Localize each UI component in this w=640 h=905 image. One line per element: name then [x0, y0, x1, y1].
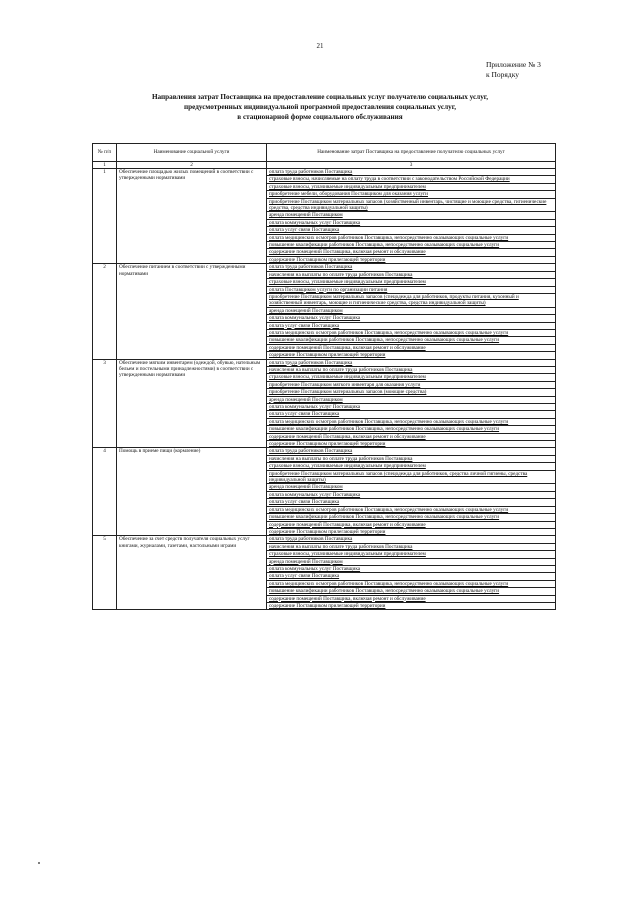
table-row	[93, 536, 556, 610]
cost-item: приобретение Поставщиком материальных запасов (спецодежда для работников, средства личной гигиены, средства индивидуальной защиты)	[267, 471, 555, 485]
cost-item: оплата коммунальных услуг Поставщика	[267, 492, 555, 499]
cost-item: страховые взносы, уплачиваемые индивидуальным предпринимателем	[267, 279, 555, 286]
cost-item: оплата труда работников Поставщика	[267, 264, 555, 271]
row-number: 3	[93, 359, 117, 448]
cost-item: содержание Поставщиком прилегающей территории	[269, 256, 386, 263]
title-line-3: в стационарной форме социального обслуживания	[237, 113, 403, 121]
title-line-2: предусмотренных индивидуальной программой предоставления социальных услуг,	[184, 103, 456, 111]
table-row	[93, 448, 556, 536]
cost-item: содержание помещений Поставщика, включая ремонт и обслуживание	[267, 345, 555, 352]
row-number: 4	[93, 448, 117, 536]
cost-item: страховые взносы, уплачиваемые индивидуальным предпринимателем	[267, 374, 555, 381]
cost-item: страховые взносы, уплачиваемые индивидуальным предпринимателем	[267, 184, 555, 191]
cost-item: оплата труда работников Поставщика	[267, 536, 555, 543]
table-header-row	[93, 144, 556, 162]
cost-item: оплата труда работников Поставщика	[267, 169, 555, 176]
cost-item: оплата коммунальных услуг Поставщика	[267, 566, 555, 573]
cost-item: содержание помещений Поставщика, включая ремонт и обслуживание	[267, 596, 555, 603]
cost-item: приобретение Поставщиком материальных запасов (спецодежда для работников, продукты питания, кухонный и хозяйственный инвентарь, моющие и гигиенические средства, средства индивидуальной защиты)	[267, 294, 555, 308]
table-row	[93, 169, 556, 264]
cost-item: содержание Поставщиком прилегающей территории	[269, 352, 386, 359]
service-name: Обеспечение за счет средств получателя социальных услуг книгами, журналами, газетами, настольными играми	[117, 536, 267, 610]
cost-item: содержание Поставщиком прилегающей территории	[269, 602, 386, 609]
cost-item: оплата медицинских осмотров работников Поставщика, непосредственно оказывающих социальные услуги	[267, 581, 555, 588]
cost-item: аренда помещений Поставщиком	[267, 484, 555, 491]
cost-item: оплата услуг связи Поставщика	[267, 323, 555, 330]
cost-item: повышение квалификации работников Поставщика, непосредственно оказывающих социальные услуги	[267, 337, 555, 344]
cost-item: приобретение Поставщиком материальных запасов (хозяйственный инвентарь, чистящие и моющие средства, гигиенические средства, средства индивидуальной защиты)	[267, 199, 555, 213]
appendix-line-1: Приложение № 3	[486, 60, 541, 69]
cost-item: оплата коммунальных услуг Поставщика	[267, 220, 555, 227]
cost-item: страховые взносы, начисляемые на оплату труда в соответствии с законодательством Российской Федерации	[267, 176, 555, 183]
cost-item: начисления на выплаты по оплате труда работников Поставщика	[267, 456, 555, 463]
cost-item: аренда помещений Поставщиком	[267, 212, 555, 219]
title-line-1: Направления затрат Поставщика на предоставление социальных услуг получателю социальных услуг,	[151, 93, 489, 101]
service-name: Обеспечение мягким инвентарем (одеждой, обувью, нательным бельем и постельными принадлежностями) в соответствии с утвержденными нормативами	[117, 359, 267, 448]
column-number-1: 1	[93, 162, 117, 169]
cost-list	[267, 264, 556, 359]
cost-item: оплата услуг связи Поставщика	[267, 227, 555, 234]
cost-item: содержание Поставщиком прилегающей территории	[269, 528, 386, 535]
table-body	[93, 169, 556, 610]
row-number: 5	[93, 536, 117, 610]
cost-item: содержание помещений Поставщика, включая ремонт и обслуживание	[267, 249, 555, 256]
cost-item: повышение квалификации работников Поставщика, непосредственно оказывающих социальные услуги	[267, 588, 555, 595]
cost-item: приобретение Поставщиком мягкого инвентаря для оказания услуги	[267, 382, 555, 389]
column-number-2: 2	[117, 162, 267, 169]
table-numbering-row	[93, 162, 556, 169]
cost-item: аренда помещений Поставщиком	[267, 559, 555, 566]
cost-item: оплата коммунальных услуг Поставщика	[267, 315, 555, 322]
table-row	[93, 359, 556, 448]
cost-item: начисления на выплаты по оплате труда работников Поставщика	[267, 544, 555, 551]
row-number: 1	[93, 169, 117, 264]
column-number-3: 3	[267, 162, 556, 169]
cost-list	[267, 169, 556, 264]
cost-item: оплата медицинских осмотров работников Поставщика, непосредственно оказывающих социальные услуги	[267, 419, 555, 426]
cost-item: оплата медицинских осмотров работников Поставщика, непосредственно оказывающих социальные услуги	[267, 507, 555, 514]
cost-item: оплата услуг связи Поставщика	[267, 573, 555, 580]
service-name: Обеспечение площадью жилых помещений в соответствии с утвержденными нормативами	[117, 169, 267, 264]
cost-item: повышение квалификации работников Поставщика, непосредственно оказывающих социальные услуги	[267, 426, 555, 433]
cost-item: страховые взносы, уплачиваемые индивидуальным предпринимателем	[267, 463, 555, 470]
header-number: № п/п	[93, 144, 117, 162]
cost-item: приобретение Поставщиком материальных запасов (моющие средства)	[267, 389, 555, 396]
cost-list	[267, 536, 556, 610]
cost-item: начисления на выплаты по оплате труда работников Поставщика	[267, 367, 555, 374]
cost-item: страховые взносы, уплачиваемые индивидуальным предпринимателем	[267, 551, 555, 558]
cost-item: повышение квалификации работников Поставщика, непосредственно оказывающих социальные услуги	[267, 514, 555, 521]
cost-directions-table	[92, 143, 556, 610]
header-service: Наименование социальной услуги	[117, 144, 267, 162]
cost-item: оплата услуг связи Поставщика	[267, 411, 555, 418]
appendix-line-2: к Порядку	[486, 70, 519, 79]
cost-item: начисления на выплаты по оплате труда работников Поставщика	[267, 272, 555, 279]
cost-item: оплата труда работников Поставщика	[267, 360, 555, 367]
cost-item: оплата медицинских осмотров работников Поставщика, непосредственно оказывающих социальные услуги	[267, 235, 555, 242]
cost-item: содержание Поставщиком прилегающей территории	[269, 441, 386, 448]
cost-item: оплата коммунальных услуг Поставщика	[267, 404, 555, 411]
scan-speck	[38, 862, 40, 864]
cost-item: оплата труда работников Поставщика	[267, 448, 555, 455]
table-row	[93, 264, 556, 359]
cost-item: аренда помещений Поставщиком	[267, 397, 555, 404]
cost-item: оплата услуг связи Поставщика	[267, 499, 555, 506]
header-costs: Наименование затрат Поставщика на предоставление получателю социальных услуг	[267, 144, 556, 162]
appendix-label	[486, 60, 541, 80]
cost-item: содержание помещений Поставщика, включая ремонт и обслуживание	[267, 434, 555, 441]
cost-list	[267, 448, 556, 536]
cost-item: аренда помещений Поставщиком	[267, 308, 555, 315]
cost-item: содержание помещений Поставщика, включая ремонт и обслуживание	[267, 522, 555, 529]
cost-list	[267, 359, 556, 448]
document-title	[60, 92, 580, 122]
page-number: 21	[316, 42, 324, 50]
cost-item: оплата Поставщиком услуги по организации питания	[267, 287, 555, 294]
row-number: 2	[93, 264, 117, 359]
cost-item: оплата медицинских осмотров работников Поставщика, непосредственно оказывающих социальные услуги	[267, 330, 555, 337]
cost-item: приобретение мебели, оборудования Поставщиком для оказания услуги	[267, 191, 555, 198]
cost-item: повышение квалификации работников Поставщика, непосредственно оказывающих социальные услуги	[267, 242, 555, 249]
service-name: Помощь в приеме пищи (кормление)	[117, 448, 267, 536]
service-name: Обеспечение питанием в соответствии с утвержденными нормативами	[117, 264, 267, 359]
